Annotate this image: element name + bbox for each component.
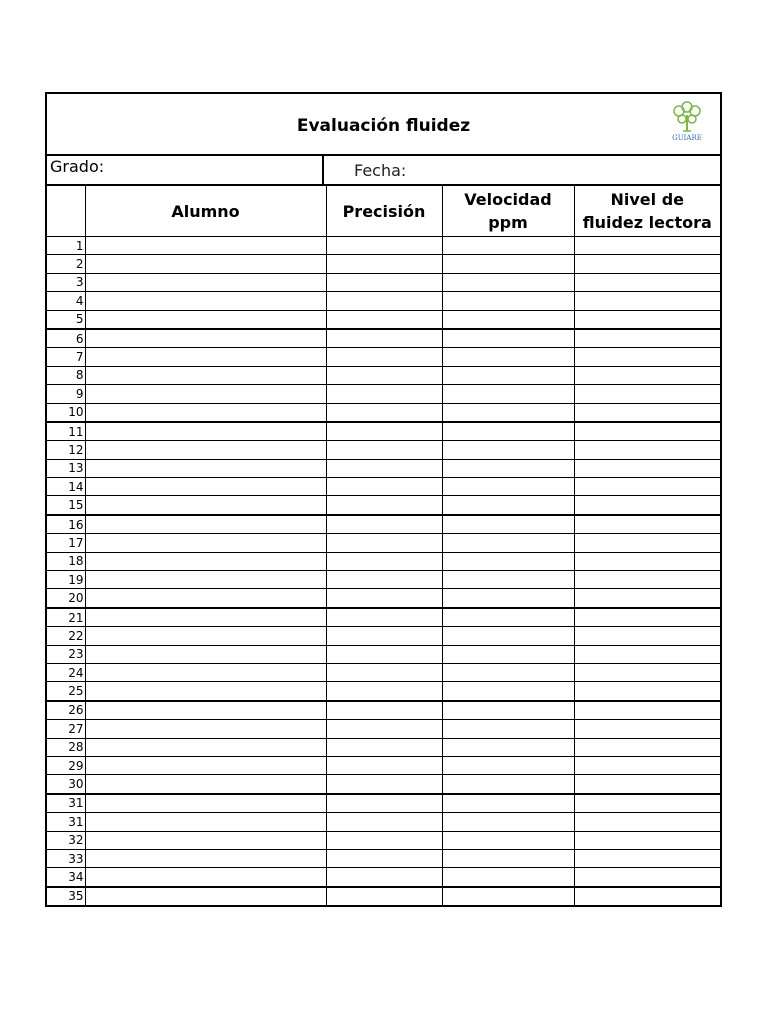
table-row bbox=[47, 515, 720, 534]
guiare-logo bbox=[670, 101, 704, 145]
evaluation-sheet bbox=[45, 92, 722, 907]
row-number: 34 bbox=[47, 868, 85, 887]
alumno-cell[interactable] bbox=[85, 552, 326, 570]
table-row bbox=[47, 496, 720, 515]
alumno-cell[interactable] bbox=[85, 794, 326, 813]
table-row bbox=[47, 441, 720, 459]
table-row bbox=[47, 775, 720, 794]
table-row bbox=[47, 273, 720, 291]
logo-text: GUIARE bbox=[672, 134, 702, 142]
velocidad-cell[interactable] bbox=[442, 608, 574, 627]
precision-cell[interactable] bbox=[326, 422, 442, 441]
table-row bbox=[47, 701, 720, 720]
nivel-cell[interactable] bbox=[574, 292, 720, 310]
precision-cell[interactable] bbox=[326, 459, 442, 477]
alumno-cell[interactable] bbox=[85, 701, 326, 720]
alumno-cell[interactable] bbox=[85, 478, 326, 496]
velocidad-cell[interactable] bbox=[442, 663, 574, 681]
nivel-cell[interactable] bbox=[574, 831, 720, 849]
velocidad-cell[interactable] bbox=[442, 496, 574, 515]
alumno-cell[interactable] bbox=[85, 292, 326, 310]
column-header-number bbox=[47, 186, 85, 237]
alumno-cell[interactable] bbox=[85, 887, 326, 905]
velocidad-cell[interactable] bbox=[442, 701, 574, 720]
row-number: 20 bbox=[47, 589, 85, 608]
table-row bbox=[47, 645, 720, 663]
row-number: 19 bbox=[47, 571, 85, 589]
nivel-cell[interactable] bbox=[574, 682, 720, 701]
table-row bbox=[47, 478, 720, 496]
velocidad-cell[interactable] bbox=[442, 329, 574, 348]
alumno-cell[interactable] bbox=[85, 273, 326, 291]
precision-cell[interactable] bbox=[326, 682, 442, 701]
velocidad-cell[interactable] bbox=[442, 273, 574, 291]
alumno-cell[interactable] bbox=[85, 849, 326, 867]
table-body bbox=[47, 237, 720, 906]
precision-cell[interactable] bbox=[326, 589, 442, 608]
row-number: 8 bbox=[47, 366, 85, 384]
precision-cell[interactable] bbox=[326, 237, 442, 255]
nivel-cell[interactable] bbox=[574, 849, 720, 867]
table-row bbox=[47, 310, 720, 329]
row-number: 1 bbox=[75, 238, 84, 253]
nivel-cell[interactable] bbox=[574, 775, 720, 794]
row-number: 31 bbox=[47, 813, 85, 831]
velocidad-cell[interactable] bbox=[442, 756, 574, 774]
row-number: 18 bbox=[47, 552, 85, 570]
sheet-title: Evaluación fluidez bbox=[296, 116, 471, 136]
velocidad-cell[interactable] bbox=[442, 887, 574, 905]
table-row bbox=[47, 720, 720, 738]
alumno-cell[interactable] bbox=[85, 237, 326, 255]
nivel-cell[interactable] bbox=[574, 552, 720, 570]
nivel-cell[interactable] bbox=[574, 385, 720, 403]
row-number: 35 bbox=[47, 887, 85, 905]
column-header-alumno: Alumno bbox=[85, 186, 326, 237]
table-row bbox=[47, 329, 720, 348]
nivel-cell[interactable] bbox=[574, 701, 720, 720]
velocidad-cell[interactable] bbox=[442, 292, 574, 310]
velocidad-cell[interactable] bbox=[442, 738, 574, 756]
precision-cell[interactable] bbox=[326, 534, 442, 552]
nivel-cell[interactable] bbox=[574, 366, 720, 384]
velocidad-cell[interactable] bbox=[442, 255, 574, 273]
precision-cell[interactable] bbox=[326, 608, 442, 627]
alumno-cell[interactable] bbox=[85, 366, 326, 384]
alumno-cell[interactable] bbox=[85, 422, 326, 441]
row-number: 16 bbox=[47, 515, 85, 534]
table-row bbox=[47, 868, 720, 887]
table-row bbox=[47, 292, 720, 310]
column-header-velocidad: Velocidad ppm bbox=[442, 186, 574, 237]
column-header-precision: Precisión bbox=[326, 186, 442, 237]
row-number: 17 bbox=[47, 534, 85, 552]
table-row bbox=[47, 849, 720, 867]
row-number: 11 bbox=[47, 422, 85, 441]
precision-cell[interactable] bbox=[326, 645, 442, 663]
nivel-cell[interactable] bbox=[574, 627, 720, 645]
alumno-cell[interactable] bbox=[85, 589, 326, 608]
table-row bbox=[47, 534, 720, 552]
students-table bbox=[47, 186, 720, 905]
row-number: 22 bbox=[47, 627, 85, 645]
nivel-cell[interactable] bbox=[574, 534, 720, 552]
velocidad-cell[interactable] bbox=[442, 831, 574, 849]
nivel-cell[interactable] bbox=[574, 310, 720, 329]
nivel-cell[interactable] bbox=[574, 887, 720, 905]
alumno-cell[interactable] bbox=[85, 645, 326, 663]
alumno-cell[interactable] bbox=[85, 496, 326, 515]
nivel-cell[interactable] bbox=[574, 348, 720, 366]
row-number: 32 bbox=[47, 831, 85, 849]
row-number: 25 bbox=[47, 682, 85, 701]
alumno-cell[interactable] bbox=[85, 515, 326, 534]
table-row bbox=[47, 571, 720, 589]
table-row bbox=[47, 422, 720, 441]
row-number: 14 bbox=[47, 478, 85, 496]
velocidad-cell[interactable] bbox=[442, 552, 574, 570]
alumno-cell[interactable] bbox=[85, 756, 326, 774]
nivel-cell[interactable] bbox=[574, 720, 720, 738]
row-number: 31 bbox=[47, 794, 85, 813]
alumno-cell[interactable] bbox=[85, 813, 326, 831]
velocidad-cell[interactable] bbox=[442, 385, 574, 403]
velocidad-cell[interactable] bbox=[442, 534, 574, 552]
table-row bbox=[47, 403, 720, 422]
precision-cell[interactable] bbox=[326, 496, 442, 515]
precision-cell[interactable] bbox=[326, 329, 442, 348]
row-number: 26 bbox=[47, 701, 85, 720]
velocidad-cell[interactable] bbox=[442, 720, 574, 738]
row-number: 15 bbox=[47, 496, 85, 515]
precision-cell[interactable] bbox=[326, 794, 442, 813]
precision-cell[interactable] bbox=[326, 273, 442, 291]
precision-cell[interactable] bbox=[326, 756, 442, 774]
nivel-cell[interactable] bbox=[574, 329, 720, 348]
nivel-cell[interactable] bbox=[574, 459, 720, 477]
precision-cell[interactable] bbox=[326, 720, 442, 738]
row-number: 21 bbox=[47, 608, 85, 627]
alumno-cell[interactable] bbox=[85, 627, 326, 645]
precision-cell[interactable] bbox=[326, 775, 442, 794]
nivel-cell[interactable] bbox=[574, 645, 720, 663]
table-row bbox=[47, 589, 720, 608]
nivel-cell[interactable] bbox=[574, 441, 720, 459]
velocidad-cell[interactable] bbox=[442, 459, 574, 477]
table-row bbox=[47, 552, 720, 570]
table-row bbox=[47, 682, 720, 701]
row-number: 24 bbox=[47, 663, 85, 681]
table-row bbox=[47, 237, 720, 255]
precision-cell[interactable] bbox=[326, 552, 442, 570]
row-number: 12 bbox=[47, 441, 85, 459]
fecha-field[interactable]: Fecha: bbox=[354, 161, 407, 180]
row-number: 27 bbox=[47, 720, 85, 738]
precision-cell[interactable] bbox=[326, 292, 442, 310]
alumno-cell[interactable] bbox=[85, 868, 326, 887]
nivel-cell[interactable] bbox=[574, 608, 720, 627]
precision-cell[interactable] bbox=[326, 310, 442, 329]
velocidad-cell[interactable] bbox=[442, 849, 574, 867]
velocidad-cell[interactable] bbox=[442, 682, 574, 701]
alumno-cell[interactable] bbox=[85, 385, 326, 403]
meta-row bbox=[47, 156, 720, 186]
row-number: 29 bbox=[47, 756, 85, 774]
precision-cell[interactable] bbox=[326, 441, 442, 459]
alumno-cell[interactable] bbox=[85, 310, 326, 329]
alumno-cell[interactable] bbox=[85, 329, 326, 348]
row-number: 3 bbox=[47, 273, 85, 291]
nivel-cell[interactable] bbox=[574, 255, 720, 273]
nivel-cell[interactable] bbox=[574, 794, 720, 813]
precision-cell[interactable] bbox=[326, 255, 442, 273]
velocidad-cell[interactable] bbox=[442, 348, 574, 366]
row-number: 9 bbox=[47, 385, 85, 403]
precision-cell[interactable] bbox=[326, 403, 442, 422]
row-number: 5 bbox=[47, 310, 85, 329]
precision-cell[interactable] bbox=[326, 849, 442, 867]
velocidad-cell[interactable] bbox=[442, 422, 574, 441]
precision-cell[interactable] bbox=[326, 868, 442, 887]
alumno-cell[interactable] bbox=[85, 608, 326, 627]
row-number: 23 bbox=[47, 645, 85, 663]
nivel-cell[interactable] bbox=[574, 496, 720, 515]
nivel-cell[interactable] bbox=[574, 589, 720, 608]
alumno-cell[interactable] bbox=[85, 534, 326, 552]
table-row bbox=[47, 738, 720, 756]
velocidad-cell[interactable] bbox=[442, 868, 574, 887]
precision-cell[interactable] bbox=[326, 701, 442, 720]
alumno-cell[interactable] bbox=[85, 663, 326, 681]
alumno-cell[interactable] bbox=[85, 459, 326, 477]
nivel-cell[interactable] bbox=[574, 237, 720, 255]
precision-cell[interactable] bbox=[326, 571, 442, 589]
precision-cell[interactable] bbox=[326, 385, 442, 403]
velocidad-cell[interactable] bbox=[442, 571, 574, 589]
nivel-cell[interactable] bbox=[574, 756, 720, 774]
precision-cell[interactable] bbox=[326, 663, 442, 681]
alumno-cell[interactable] bbox=[85, 831, 326, 849]
nivel-cell[interactable] bbox=[574, 422, 720, 441]
alumno-cell[interactable] bbox=[85, 738, 326, 756]
table-row bbox=[47, 831, 720, 849]
grado-field[interactable]: Grado: bbox=[47, 156, 324, 184]
row-number: 2 bbox=[47, 255, 85, 273]
row-number: 30 bbox=[47, 775, 85, 794]
alumno-cell[interactable] bbox=[85, 682, 326, 701]
precision-cell[interactable] bbox=[326, 478, 442, 496]
precision-cell[interactable] bbox=[326, 366, 442, 384]
nivel-cell[interactable] bbox=[574, 738, 720, 756]
nivel-cell[interactable] bbox=[574, 273, 720, 291]
velocidad-cell[interactable] bbox=[442, 403, 574, 422]
row-number: 33 bbox=[47, 849, 85, 867]
row-number: 10 bbox=[47, 403, 85, 422]
table-row bbox=[47, 348, 720, 366]
table-row bbox=[47, 255, 720, 273]
nivel-cell[interactable] bbox=[574, 813, 720, 831]
nivel-cell[interactable] bbox=[574, 478, 720, 496]
table-row bbox=[47, 627, 720, 645]
velocidad-cell[interactable] bbox=[442, 366, 574, 384]
precision-cell[interactable] bbox=[326, 887, 442, 905]
alumno-cell[interactable] bbox=[85, 441, 326, 459]
alumno-cell[interactable] bbox=[85, 255, 326, 273]
nivel-cell[interactable] bbox=[574, 663, 720, 681]
precision-cell[interactable] bbox=[326, 627, 442, 645]
alumno-cell[interactable] bbox=[85, 775, 326, 794]
table-row bbox=[47, 663, 720, 681]
velocidad-cell[interactable] bbox=[442, 627, 574, 645]
precision-cell[interactable] bbox=[326, 738, 442, 756]
precision-cell[interactable] bbox=[326, 813, 442, 831]
nivel-cell[interactable] bbox=[574, 868, 720, 887]
row-number: 7 bbox=[47, 348, 85, 366]
alumno-cell[interactable] bbox=[85, 720, 326, 738]
table-row bbox=[47, 756, 720, 774]
velocidad-cell[interactable] bbox=[442, 813, 574, 831]
table-header-row bbox=[47, 186, 720, 237]
nivel-cell[interactable] bbox=[574, 403, 720, 422]
precision-cell[interactable] bbox=[326, 831, 442, 849]
velocidad-cell[interactable] bbox=[442, 441, 574, 459]
nivel-cell[interactable] bbox=[574, 571, 720, 589]
alumno-cell[interactable] bbox=[85, 348, 326, 366]
velocidad-cell[interactable] bbox=[442, 794, 574, 813]
table-row bbox=[47, 794, 720, 813]
table-row bbox=[47, 887, 720, 905]
table-row bbox=[47, 366, 720, 384]
velocidad-cell[interactable] bbox=[442, 237, 574, 255]
precision-cell[interactable] bbox=[326, 515, 442, 534]
alumno-cell[interactable] bbox=[85, 571, 326, 589]
precision-cell[interactable] bbox=[326, 348, 442, 366]
velocidad-cell[interactable] bbox=[442, 515, 574, 534]
velocidad-cell[interactable] bbox=[442, 645, 574, 663]
velocidad-cell[interactable] bbox=[442, 589, 574, 608]
row-number: 4 bbox=[47, 292, 85, 310]
table-row bbox=[47, 459, 720, 477]
velocidad-cell[interactable] bbox=[442, 310, 574, 329]
velocidad-cell[interactable] bbox=[442, 478, 574, 496]
velocidad-cell[interactable] bbox=[442, 775, 574, 794]
table-row bbox=[47, 813, 720, 831]
alumno-cell[interactable] bbox=[85, 403, 326, 422]
column-header-nivel: Nivel de fluidez lectora bbox=[574, 186, 720, 237]
table-row bbox=[47, 608, 720, 627]
row-number: 6 bbox=[47, 329, 85, 348]
table-row bbox=[47, 385, 720, 403]
nivel-cell[interactable] bbox=[574, 515, 720, 534]
row-number: 28 bbox=[47, 738, 85, 756]
row-number: 13 bbox=[47, 459, 85, 477]
title-row bbox=[47, 94, 720, 156]
